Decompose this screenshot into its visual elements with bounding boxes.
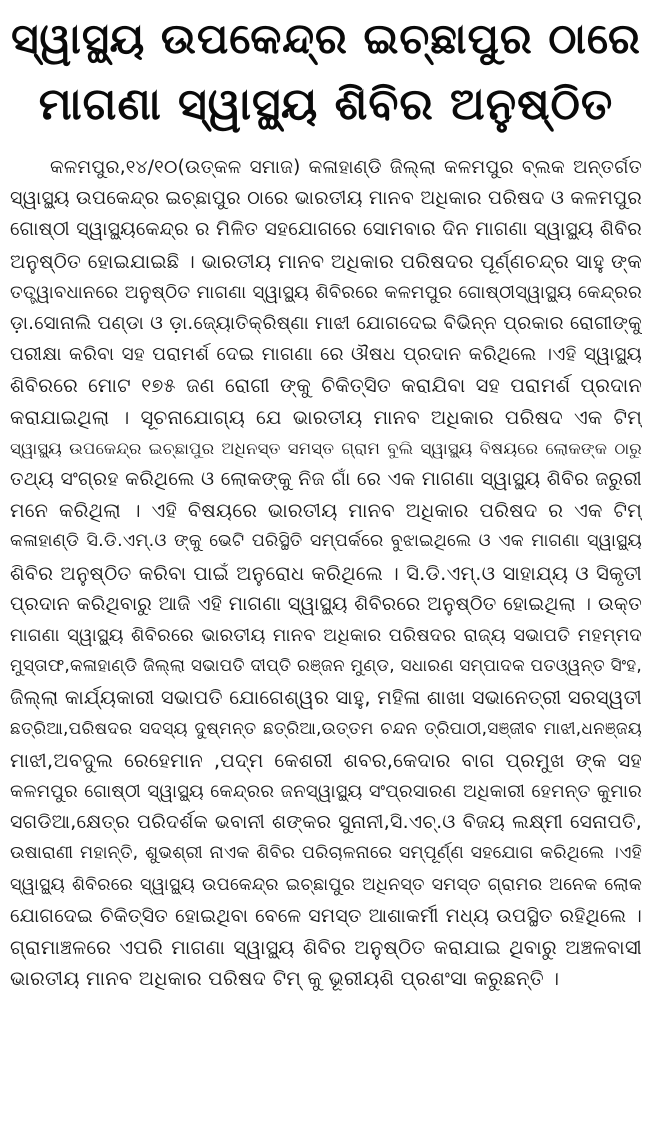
article-line: ଗୋଷ୍ଠୀ ସ୍ୱାସ୍ଥ୍ୟକେନ୍ଦ୍ର ର ମିଳିତ ସହଯୋଗରେ ସୋମବାର ଦିନ ମାଗଣା ସ୍ୱାସ୍ଥ୍ୟ ଶିବିର [10, 218, 642, 241]
article-line: ଜିଲ୍ଲା କାର୍ଯ୍ୟକାରୀ ସଭାପତି ଯୋଗେଶ୍ୱର ସାହୁ, ମହିଳା ଶାଖା ସଭାନେତ୍ରୀ ସରସ୍ୱତୀ [10, 686, 642, 710]
article-line: ମୁସ୍ତାଫ,କଳାହାଣ୍ଡି ଜିଲ୍ଲା ସଭାପତି ଦୀପ୍ତି ରଞ୍ଜନ ମୁଣ୍ଡ, ସଧାରଣ ସମ୍ପାଦକ ପତଓ୍ୱନ୍ତ ସିଂହ, [10, 656, 642, 677]
article-line: ସଗଡିଆ,କ୍ଷେତ୍ର ପରିଦର୍ଶକ ଭବାନୀ ଶଙ୍କର ସୁନାନୀ,ସି.ଏଚ୍.ଓ ବିଜୟ ଲକ୍ଷ୍ମୀ ସେନାପତି, [10, 811, 642, 834]
article-line: ଯୋଗଦେଇ ଚିକିତ୍ସିତ ହୋଇଥିବା ବେଳେ ସମସ୍ତ ଆଶାକର୍ମୀ ମଧ୍ୟ ଉପସ୍ଥିତ ରହିଥିଲେ । [10, 904, 642, 927]
article-line: କଳମପୁର,୧୪/୧୦(ଉତ୍କଳ ସମାଜ) କଳାହାଣ୍ଡି ଜିଲ୍ଲା କଳମପୁର ବ୍ଲକ ଅନ୍ତର୍ଗତ [50, 157, 642, 178]
article-line: କଳମପୁର ଗୋଷ୍ଠୀ ସ୍ୱାସ୍ଥ୍ୟ କେନ୍ଦ୍ରର ଜନସ୍ୱାସ୍ଥ୍ୟ ସଂପ୍ରସାରଣ ଅଧିକାରୀ ହେମନ୍ତ କୁମାର [10, 781, 642, 803]
article-line: ଛତ୍ରିଆ,ପରିଷଦର ସଦସ୍ୟ ଦୁଷ୍ମନ୍ତ ଛତ୍ରିଆ,ଉତ୍ତମ ଚନ୍ଦନ ତ୍ରିପାଠୀ,ସଞ୍ଜୀବ ମାଝୀ,ଧନଞ୍ଜୟ [10, 718, 642, 739]
article-line: କଳାହାଣ୍ଡି ସି.ଡି.ଏମ୍.ଓ ଙ୍କୁ ଭେଟି ପରିସ୍ଥିତି ସମ୍ପର୍କରେ ବୁଝାଇଥିଲେ ଓ ଏକ ମାଗଣା ସ୍ୱାସ୍ଥ୍ୟ [10, 531, 642, 552]
article-line: ତତ୍ତ୍ୱାବଧାନରେ ଅନୁଷ୍ଠିତ ମାଗଣା ସ୍ୱାସ୍ଥ୍ୟ ଶିବିରରେ କଳମପୁର ଗୋଷ୍ଠୀସ୍ୱାସ୍ଥ୍ୟ କେନ୍ଦ୍ରର [10, 281, 642, 303]
headline [10, 6, 642, 138]
article-line: ସ୍ୱାସ୍ଥ୍ୟ ଶିବିରରେ ସ୍ୱାସ୍ଥ୍ୟ ଉପକେନ୍ଦ୍ର ଇଚ୍ଛାପୁର ଅଧିନସ୍ତ ସମସ୍ତ ଗ୍ରାମର ଅନେକ ଲୋକ [10, 874, 642, 895]
article-line: ଭାରତୀୟ ମାନବ ଅଧିକାର ପରିଷଦ ଟିମ୍ କୁ ଭୂରୀୟଶି ପ୍ରଶଂସା କରୁଛନ୍ତି । [10, 967, 560, 991]
article-line: ଉଷାରାଣୀ ମହାନ୍ତି, ଶୁଭଶ୍ରୀ ନାଏକ ଶିବିର ପରିଚାଳନାରେ ସମ୍ପୂର୍ଣ୍ଣ ସହଯୋଗ କରିଥିଲେ ।ଏହି [10, 843, 642, 864]
article-line: ଡ଼ା.ସୋନାଲି ପଣ୍ଡା ଓ ଡ଼ା.ଜ୍ୟୋତିକ୍ରିଷ୍ଣା ମାଝୀ ଯୋଗଦେଇ ବିଭିନ୍ନ ପ୍ରକାର ରୋଗୀଙ୍କୁ [10, 313, 642, 335]
headline-line-2: ମାଗଣା ସ୍ୱାସ୍ଥ୍ୟ ଶିବିର ଅନୁଷ୍ଠିତ [38, 79, 614, 130]
article-body [10, 152, 642, 994]
article-line: କରାଯାଇଥିଲା । ସୂଚନାଯୋଗ୍ୟ ଯେ ଭାରତୀୟ ମାନବ ଅଧିକାର ପରିଷଦ ଏକ ଟିମ୍ [10, 405, 642, 429]
article-line: ଶିବିରରେ ମୋଟ ୧୭୫ ଜଣ ରୋଗୀ ଙ୍କୁ ଚିକିତ୍ସିତ କରାଯିବା ସହ ପରାମର୍ଶ ପ୍ରଦାନ [10, 374, 642, 398]
article-line: ସ୍ୱାସ୍ଥ୍ୟ ଉପକେନ୍ଦ୍ର ଇଚ୍ଛାପୁର ଅଧିନସ୍ତ ସମସ୍ତ ଗ୍ରାମ ବୁଲି ସ୍ୱାସ୍ଥ୍ୟ ବିଷୟରେ ଲୋକଙ୍କ ଠାରୁ [10, 438, 642, 458]
article-line: ପରୀକ୍ଷା କରିବା ସହ ପରାମର୍ଶ ଦେଇ ମାଗଣା ରେ ଔଷଧ ପ୍ରଦାନ କରିଥିଲେ ।ଏହି ସ୍ୱାସ୍ଥ୍ୟ [10, 344, 642, 366]
article-line: ଅନୁଷ୍ଠିତ ହୋଇଯାଇଛି । ଭାରତୀୟ ମାନବ ଅଧିକାର ପରିଷଦର ପୂର୍ଣ୍ଣଚନ୍ଦ୍ର ସାହୁ ଙ୍କ [10, 249, 642, 273]
article-line: ଗ୍ରାମାଞ୍ଚଳରେ ଏପରି ମାଗଣା ସ୍ୱାସ୍ଥ୍ୟ ଶିବିର ଅନୁଷ୍ଠିତ କରାଯାଇ ଥିବାରୁ ଅଞ୍ଚଳବାସୀ [10, 936, 642, 960]
headline-line-1: ସ୍ୱାସ୍ଥ୍ୟ ଉପକେନ୍ଦ୍ର ଇଚ୍ଛାପୁର ଠାରେ [11, 14, 641, 63]
article-line: ମାଗଣା ସ୍ୱାସ୍ଥ୍ୟ ଶିବିରରେ ଭାରତୀୟ ମାନବ ଅଧିକାର ପରିଷଦର ରାଜ୍ୟ ସଭାପତି ମହମ୍ମଦ [10, 625, 642, 647]
article-line: ମାଝୀ,ଅବଦୁଲ ରେହେମାନ ,ପଦ୍ମ କେଶରୀ ଶବର,କେଦାର ବାଗ ପ୍ରମୁଖ ଙ୍କ ସହ [10, 748, 642, 772]
article-line: ଶିବିର ଅନୁଷ୍ଠିତ କରିବା ପାଇଁ ଅନୁରୋଧ କରିଥିଲେ । ସି.ଡି.ଏମ୍.ଓ ସାହାଯ୍ୟ ଓ ସିକୃତୀ [10, 561, 642, 585]
article-line: ତଥ୍ୟ ସଂଗ୍ରହ କରିଥିଲେ ଓ ଲୋକଙ୍କୁ ନିଜ ଗାଁ ରେ ଏକ ମାଗଣା ସ୍ୱାସ୍ଥ୍ୟ ଶିବିର ଜରୁରୀ [10, 468, 642, 491]
article-line: ସ୍ୱାସ୍ଥ୍ୟ ଉପକେନ୍ଦ୍ର ଇଚ୍ଛାପୁର ଠାରେ ଭାରତୀୟ ମାନବ ଅଧିକାର ପରିଷଦ ଓ କଳମପୁର [10, 187, 642, 210]
article-line: ପ୍ରଦାନ କରିଥିବାରୁ ଆଜି ଏହି ମାଗଣା ସ୍ୱାସ୍ଥ୍ୟ ଶିବିରରେ ଅନୁଷ୍ଠିତ ହୋଇଥିଲା । ଉକ୍ତ [10, 592, 642, 615]
article-line: ମନେ କରିଥିଲା । ଏହି ବିଷୟରେ ଭାରତୀୟ ମାନବ ଅଧିକାର ପରିଷଦ ର ଏକ ଟିମ୍ [10, 499, 642, 523]
